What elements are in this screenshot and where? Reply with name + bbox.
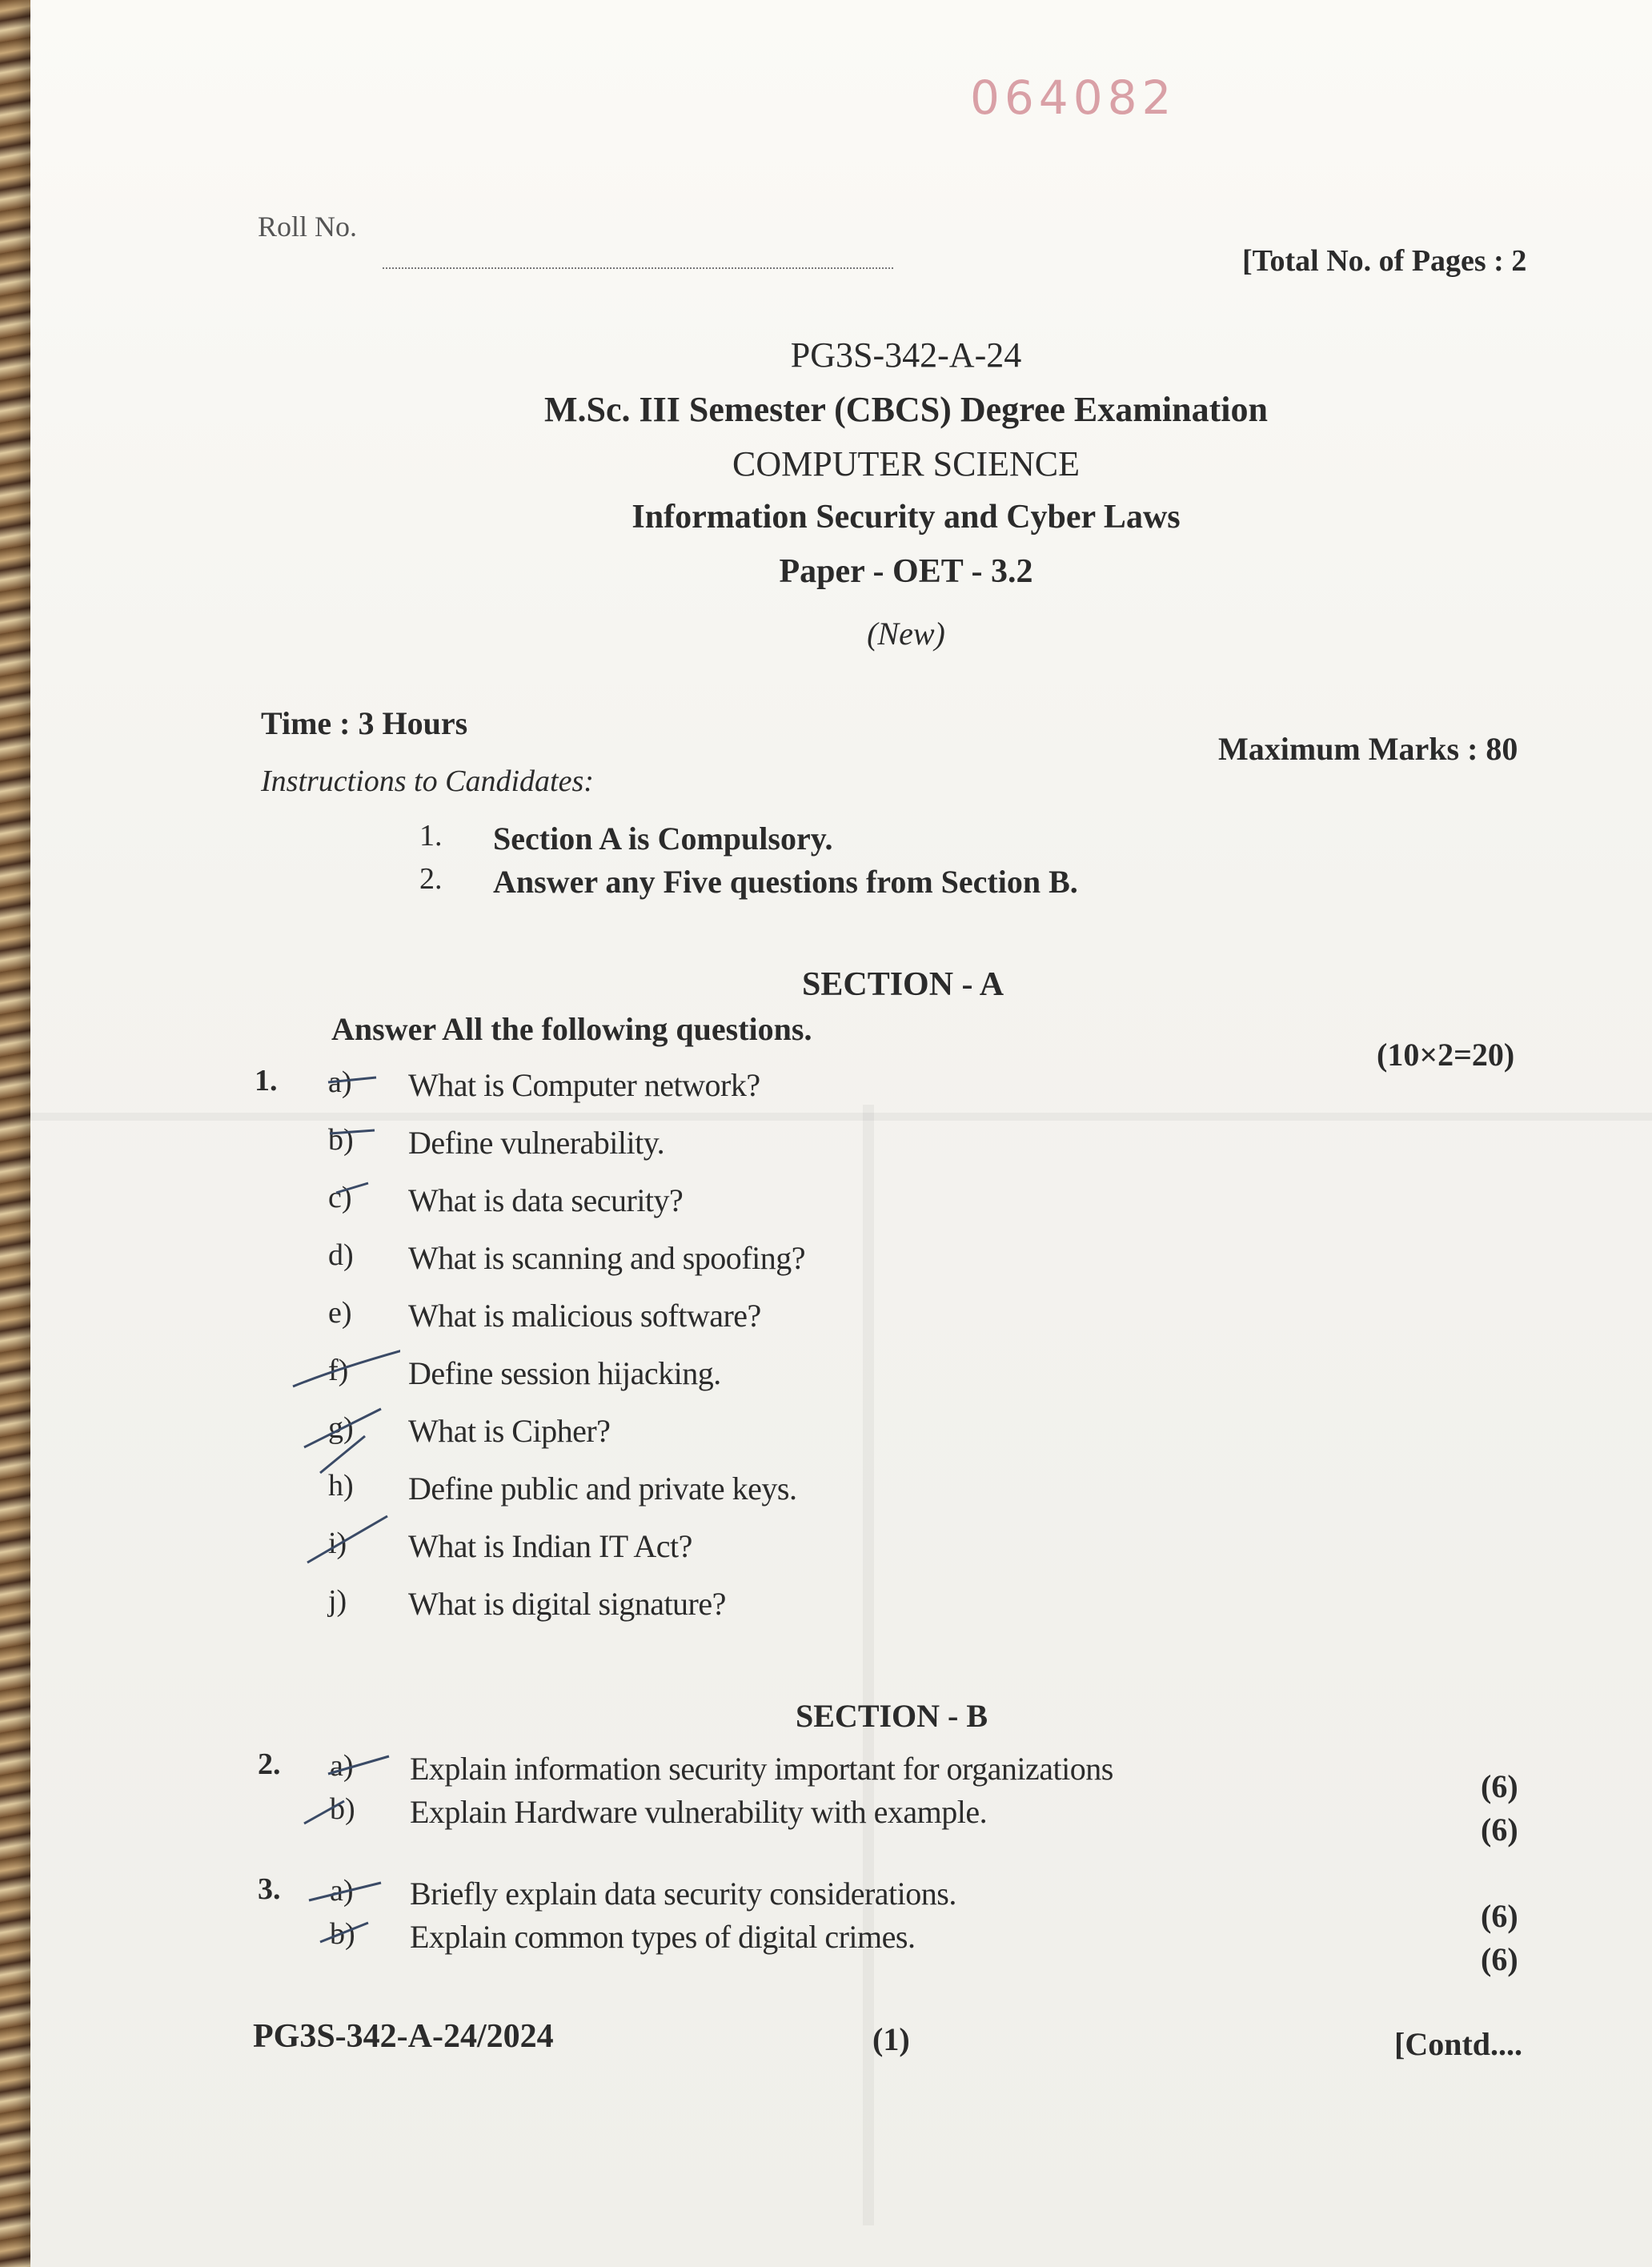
item-label: b) bbox=[328, 1123, 354, 1157]
question-part: Briefly explain data security considerations. bbox=[410, 1876, 956, 1912]
part-marks: (6) bbox=[1481, 1898, 1518, 1934]
section-a-instruction: Answer All the following questions. bbox=[331, 1011, 812, 1047]
question-item: What is Indian IT Act? bbox=[408, 1528, 692, 1564]
question-item: Define public and private keys. bbox=[408, 1471, 797, 1507]
item-label: d) bbox=[328, 1238, 354, 1272]
question-item: What is data security? bbox=[408, 1182, 684, 1218]
section-a-marks: (10×2=20) bbox=[1377, 1037, 1515, 1073]
section-a-heading: SECTION - A bbox=[802, 966, 1004, 1003]
question-item: What is malicious software? bbox=[408, 1298, 761, 1334]
instruction-text: Section A is Compulsory. bbox=[493, 821, 833, 857]
total-pages: [Total No. of Pages : 2 bbox=[1242, 244, 1527, 278]
paper-code: PG3S-342-A-24 bbox=[790, 335, 1022, 375]
instruction-text: Answer any Five questions from Section B. bbox=[493, 864, 1078, 900]
part-marks: (6) bbox=[1481, 1768, 1518, 1804]
instruction-number: 2. bbox=[419, 862, 443, 896]
footer-page-number: (1) bbox=[872, 2021, 910, 2057]
question-item: Define vulnerability. bbox=[408, 1125, 665, 1161]
question-item: What is scanning and spoofing? bbox=[408, 1240, 805, 1276]
exam-name: M.Sc. III Semester (CBCS) Degree Examination bbox=[544, 390, 1268, 429]
part-marks: (6) bbox=[1481, 1812, 1518, 1848]
question-number: 1. bbox=[255, 1064, 278, 1097]
part-label: b) bbox=[330, 1792, 355, 1826]
part-label: a) bbox=[330, 1874, 354, 1908]
section-b-heading: SECTION - B bbox=[796, 1698, 988, 1734]
question-item: What is digital signature? bbox=[408, 1586, 726, 1622]
item-label: c) bbox=[328, 1181, 352, 1214]
part-marks: (6) bbox=[1481, 1941, 1518, 1977]
roll-no-label: Roll No. bbox=[258, 211, 358, 243]
question-item: What is Computer network? bbox=[408, 1067, 760, 1103]
exam-time: Time : 3 Hours bbox=[261, 705, 468, 741]
question-part: Explain Hardware vulnerability with example. bbox=[410, 1794, 988, 1830]
item-label: j) bbox=[328, 1584, 347, 1618]
footer-continued: [Contd.... bbox=[1394, 2026, 1523, 2062]
item-label: f) bbox=[328, 1354, 349, 1387]
question-part: Explain information security important for organizations bbox=[410, 1751, 1113, 1787]
item-label: g) bbox=[328, 1411, 354, 1445]
maximum-marks: Maximum Marks : 80 bbox=[1218, 731, 1518, 767]
paper-fold bbox=[30, 1113, 1652, 1121]
subject-name: COMPUTER SCIENCE bbox=[732, 444, 1080, 483]
part-label: b) bbox=[330, 1917, 355, 1951]
pencil-marks bbox=[296, 1742, 408, 1966]
item-label: i) bbox=[328, 1527, 347, 1560]
item-label: a) bbox=[328, 1065, 352, 1099]
paper-title: Information Security and Cyber Laws bbox=[632, 499, 1181, 536]
pencil-marks bbox=[288, 1057, 400, 1697]
paper-number: Paper - OET - 3.2 bbox=[779, 553, 1033, 590]
question-part: Explain common types of digital crimes. bbox=[410, 1919, 916, 1955]
question-item: Define session hijacking. bbox=[408, 1355, 721, 1391]
roll-no-blank-line bbox=[383, 267, 893, 269]
item-label: h) bbox=[328, 1469, 354, 1503]
part-label: a) bbox=[330, 1749, 354, 1783]
question-number: 2. bbox=[258, 1747, 281, 1781]
footer-paper-code: PG3S-342-A-24/2024 bbox=[253, 2018, 554, 2055]
question-number: 3. bbox=[258, 1872, 281, 1906]
instructions-heading: Instructions to Candidates: bbox=[261, 764, 594, 798]
item-label: e) bbox=[328, 1296, 352, 1330]
edition-label: (New) bbox=[867, 616, 945, 652]
instruction-number: 1. bbox=[419, 819, 443, 853]
question-item: What is Cipher? bbox=[408, 1413, 611, 1449]
serial-number: 064082 bbox=[970, 70, 1177, 125]
